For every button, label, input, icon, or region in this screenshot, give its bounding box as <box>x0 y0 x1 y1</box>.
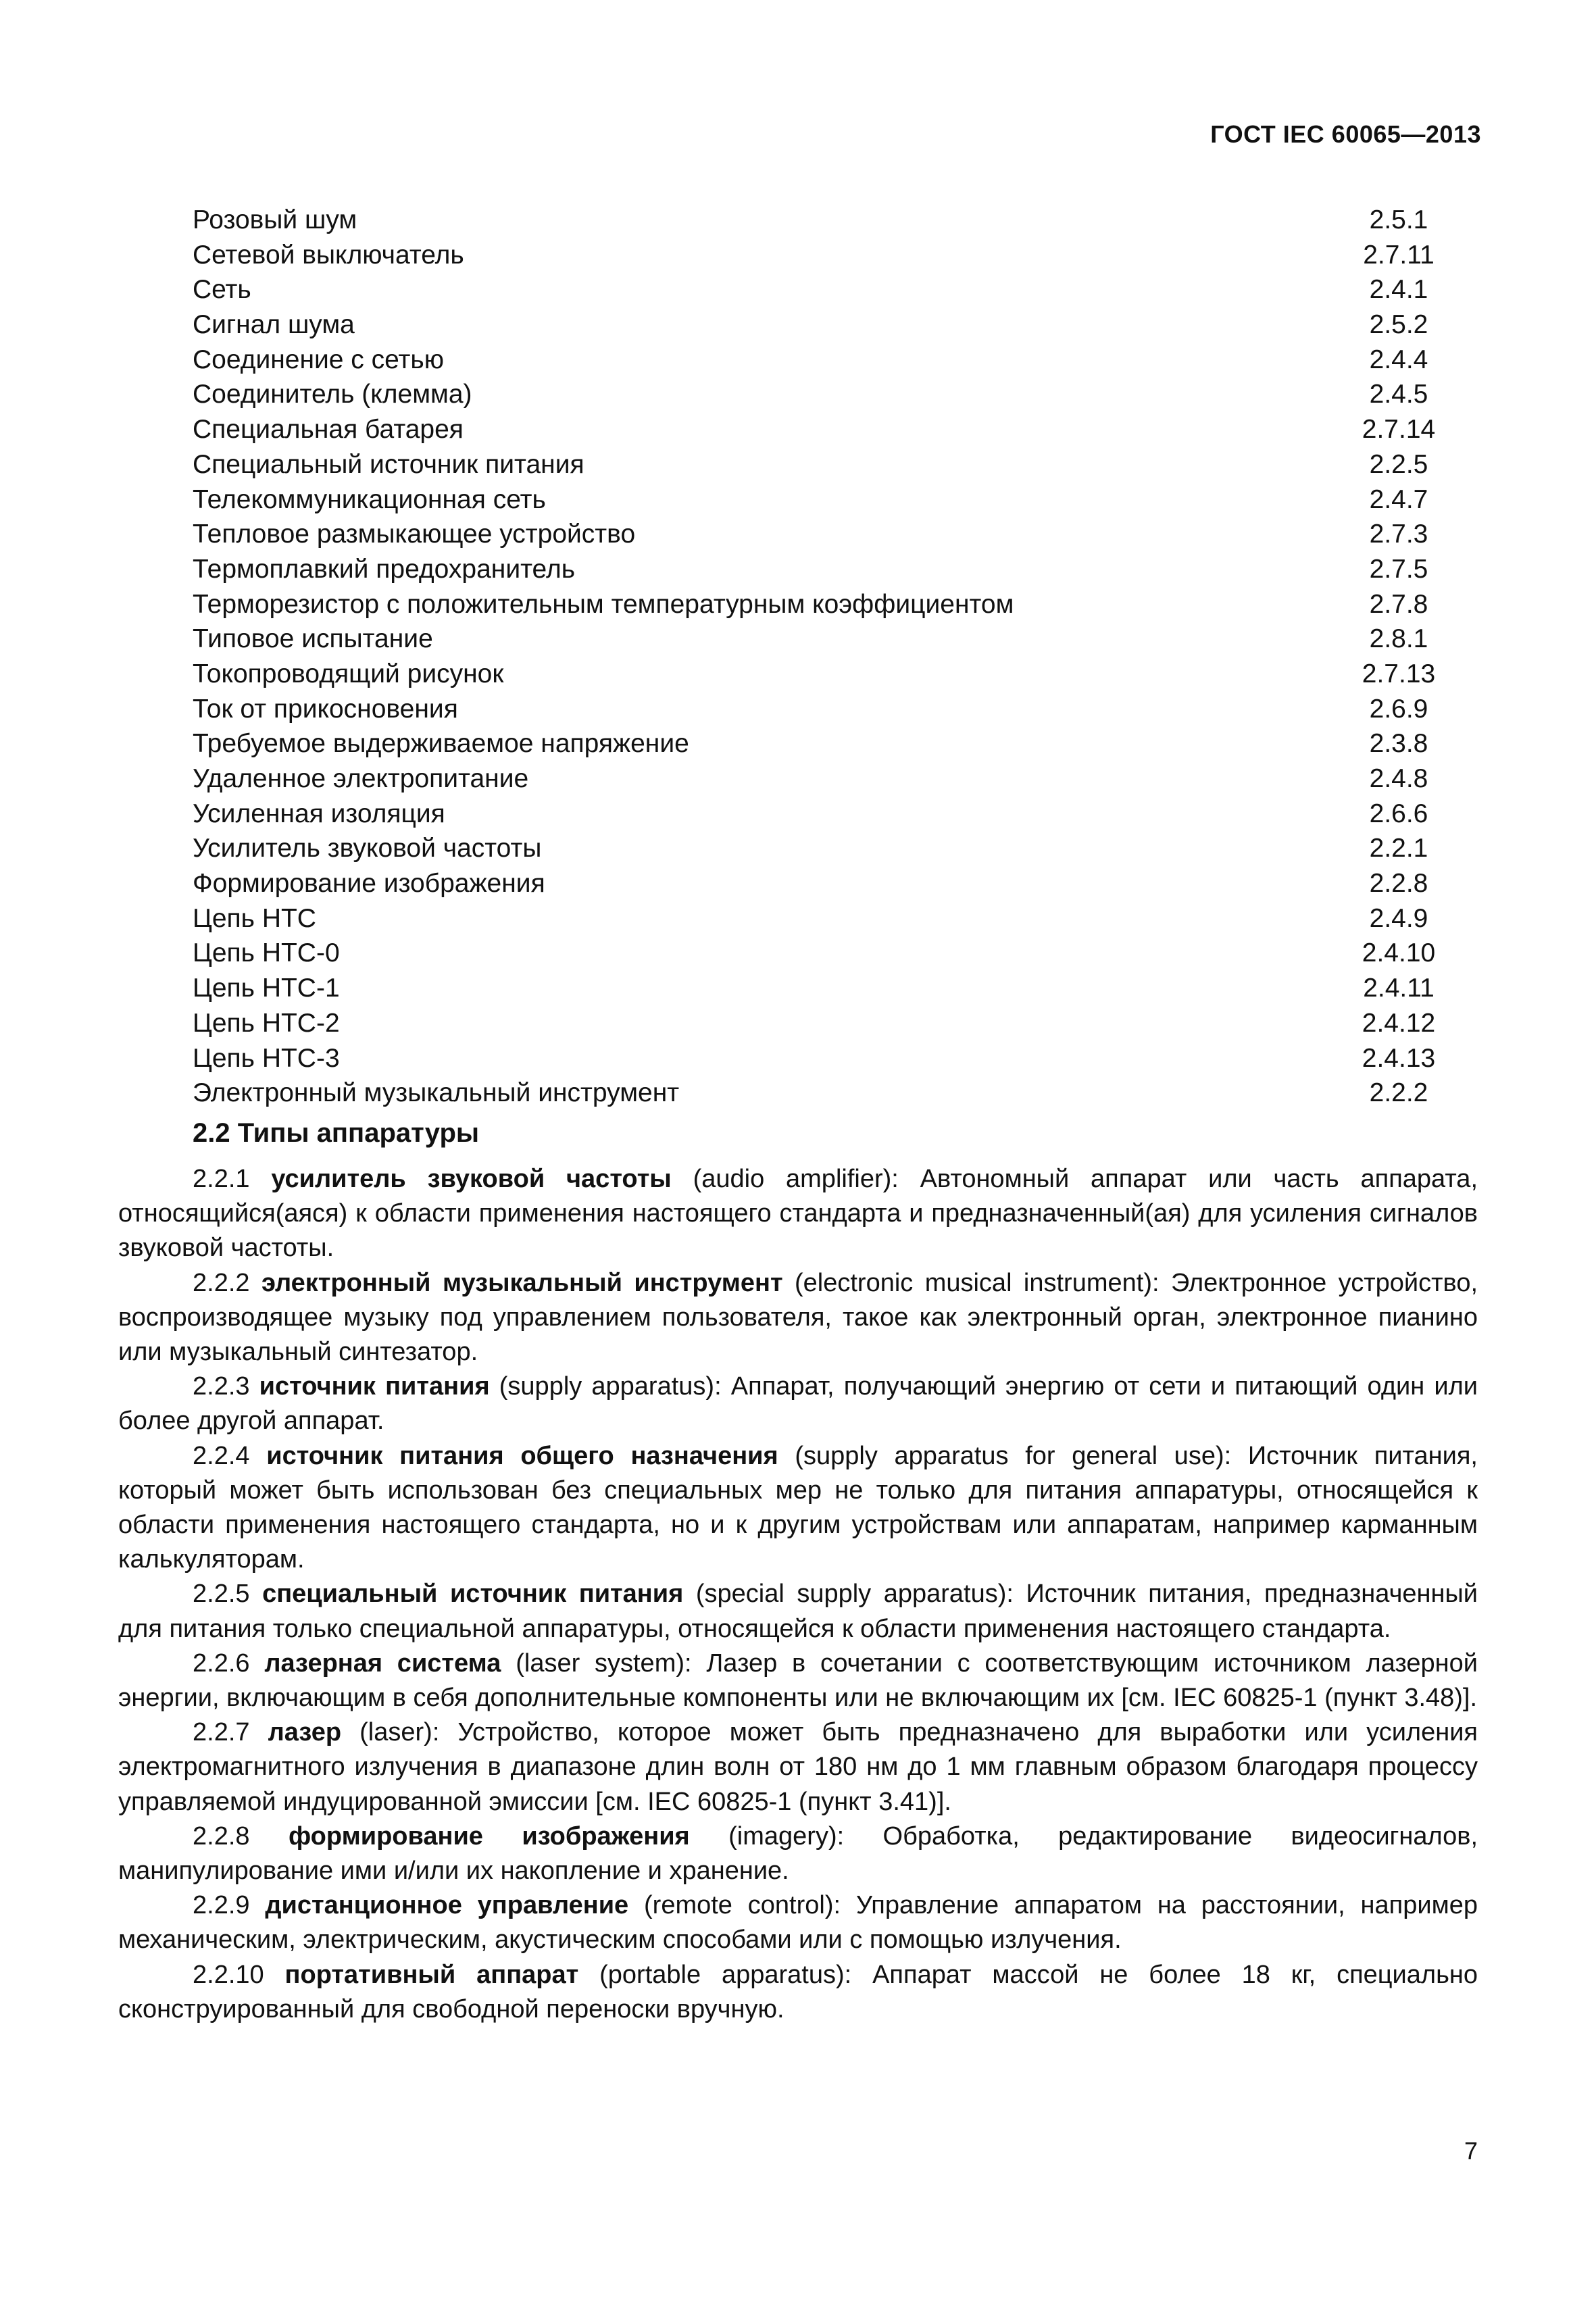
index-ref: 2.5.1 <box>1369 205 1428 234</box>
section-heading: 2.2 Типы аппаратуры <box>193 1118 480 1148</box>
index-entry <box>193 901 1443 936</box>
index-entry <box>193 587 1443 622</box>
index-entry <box>193 831 1443 866</box>
index-ref: 2.6.6 <box>1369 799 1428 828</box>
definition-paragraph <box>118 1888 1478 1957</box>
index-term: Усиленная изоляция <box>193 799 445 828</box>
definition-term: электронный музыкальный инструмент <box>261 1268 783 1297</box>
definition-number: 2.2.2 <box>193 1268 250 1297</box>
index-entry <box>193 552 1443 587</box>
index-term: Телекоммуникационная сеть <box>193 484 546 514</box>
index-term: Термоплавкий предохранитель <box>193 554 576 584</box>
index-entry <box>193 482 1443 518</box>
index-ref: 2.8.1 <box>1369 624 1428 654</box>
definition-number: 2.2.8 <box>193 1821 250 1851</box>
index-entry <box>193 517 1443 552</box>
index-ref: 2.4.10 <box>1362 938 1436 968</box>
definition-text: (laser system): Лазер в сочетании с соответствующим источником лазерной энергии, включающим в себя дополнительные компоненты или не включающим их [см. IEC 60825-1 (пункт 3.48)]. <box>118 1649 1478 1713</box>
index-ref: 2.2.2 <box>1369 1078 1428 1108</box>
definition-term: источник питания общего назначения <box>266 1441 778 1470</box>
index-term: Цепь НТС-0 <box>193 938 340 968</box>
index-term: Цепь НТС-3 <box>193 1043 340 1073</box>
index-term: Токопроводящий рисунок <box>193 659 504 688</box>
index-term: Ток от прикосновения <box>193 694 458 724</box>
document-code: ГОСТ IEC 60065—2013 <box>1210 120 1481 148</box>
definition-number: 2.2.4 <box>193 1441 250 1470</box>
index-entry <box>193 447 1443 482</box>
definition-term: усилитель звуковой частоты <box>271 1165 672 1193</box>
index-term: Сигнал шума <box>193 310 355 340</box>
index-ref: 2.6.9 <box>1369 694 1428 724</box>
index-ref: 2.2.8 <box>1369 869 1428 899</box>
index-term: Удаленное электропитание <box>193 764 529 793</box>
index-ref: 2.7.13 <box>1362 659 1436 688</box>
definition-term: дистанционное управление <box>265 1891 629 1920</box>
index-term: Тепловое размыкающее устройство <box>193 520 636 549</box>
index-term: Специальная батарея <box>193 415 464 445</box>
index-term: Цепь НТС-2 <box>193 1008 340 1038</box>
definition-paragraph <box>118 1577 1478 1646</box>
definition-paragraph <box>118 1646 1478 1715</box>
index-entry <box>193 1041 1443 1076</box>
index-term: Типовое испытание <box>193 624 433 654</box>
index-ref: 2.4.1 <box>1369 275 1428 305</box>
index-ref: 2.3.8 <box>1369 729 1428 759</box>
index-entry <box>193 203 1443 238</box>
definition-text: (portable apparatus): Аппарат массой не более 18 кг, специально сконструированный для свободной переноски вручную. <box>118 1960 1478 2023</box>
definition-text: (supply apparatus): Аппарат, получающий энергию от сети и питающий один или более другой аппарат. <box>118 1372 1478 1436</box>
index-ref: 2.7.14 <box>1362 415 1436 445</box>
index-ref: 2.5.2 <box>1369 310 1428 340</box>
index-entry <box>193 692 1443 727</box>
definition-text: (imagery): Обработка, редактирование видеосигналов, манипулирование ими и/или их накопление и хранение. <box>118 1821 1478 1886</box>
index-ref: 2.4.4 <box>1369 345 1428 374</box>
index-term: Электронный музыкальный инструмент <box>193 1078 680 1108</box>
page-number: 7 <box>1464 2137 1478 2165</box>
index-ref: 2.7.5 <box>1369 554 1428 584</box>
index-entry <box>193 797 1443 832</box>
index-term: Соединение с сетью <box>193 345 444 374</box>
index-term: Цепь НТС <box>193 903 316 933</box>
index-ref: 2.4.11 <box>1363 974 1435 1003</box>
definition-term: источник питания <box>259 1372 490 1401</box>
definition-text: (special supply apparatus): Источник питания, предназначенный для питания только специальной аппаратуры, относящейся к области применения настоящего стандарта. <box>118 1580 1478 1643</box>
index-term: Цепь НТС-1 <box>193 974 340 1003</box>
index-ref: 2.2.1 <box>1369 834 1428 863</box>
index-entry <box>193 971 1443 1006</box>
index-term: Соединитель (клемма) <box>193 380 472 409</box>
index-entry <box>193 272 1443 307</box>
definition-number: 2.2.10 <box>193 1960 264 1989</box>
definition-text: (remote control): Управление аппаратом на расстоянии, например механическим, электрическим, акустическим способами или с помощью излучения. <box>118 1891 1478 1955</box>
index-entry <box>193 622 1443 657</box>
index-entry <box>193 726 1443 761</box>
definition-number: 2.2.5 <box>193 1580 250 1609</box>
index-entry <box>193 377 1443 412</box>
definition-paragraph <box>118 1439 1478 1578</box>
term-index-list <box>193 203 1443 1111</box>
definition-paragraph <box>118 1819 1478 1888</box>
definition-term: портативный аппарат <box>284 1960 579 1989</box>
index-term: Усилитель звуковой частоты <box>193 834 542 863</box>
index-term: Терморезистор с положительным температурным коэффициентом <box>193 589 1014 619</box>
definition-text: (supply apparatus for general use): Источник питания, который может быть использован без специальных мер не только для питания аппаратуры, относящейся к области применения настоящего стандарта, но и к другим устройствам или аппаратам, например карманным калькуляторам. <box>118 1441 1478 1574</box>
definition-paragraph <box>118 1715 1478 1819</box>
index-entry <box>193 238 1443 273</box>
definition-term: специальный источник питания <box>262 1580 684 1609</box>
index-entry <box>193 1076 1443 1111</box>
definition-paragraph <box>118 1958 1478 2027</box>
index-entry <box>193 412 1443 447</box>
index-entry <box>193 343 1443 378</box>
index-term: Сеть <box>193 275 251 305</box>
index-ref: 2.7.8 <box>1369 589 1428 619</box>
index-ref: 2.4.13 <box>1362 1043 1436 1073</box>
definitions-body <box>118 1162 1478 2027</box>
index-entry <box>193 657 1443 692</box>
definition-number: 2.2.1 <box>193 1165 250 1193</box>
definition-paragraph <box>118 1266 1478 1370</box>
index-entry <box>193 307 1443 343</box>
definition-number: 2.2.7 <box>193 1718 250 1747</box>
definition-paragraph <box>118 1369 1478 1438</box>
definition-number: 2.2.9 <box>193 1891 250 1920</box>
definition-number: 2.2.3 <box>193 1372 250 1401</box>
index-ref: 2.7.3 <box>1369 520 1428 549</box>
index-entry <box>193 866 1443 901</box>
definition-text: (audio amplifier): Автономный аппарат или часть аппарата, относящийся(аяся) к области применения настоящего стандарта и предназначенный(ая) для усиления сигналов звуковой частоты. <box>118 1165 1478 1263</box>
index-entry <box>193 761 1443 797</box>
index-ref: 2.7.11 <box>1363 240 1435 270</box>
index-entry <box>193 1006 1443 1041</box>
index-term: Сетевой выключатель <box>193 240 464 270</box>
index-ref: 2.4.5 <box>1369 380 1428 409</box>
index-term: Розовый шум <box>193 205 357 234</box>
definition-number: 2.2.6 <box>193 1649 250 1678</box>
index-ref: 2.4.8 <box>1369 764 1428 793</box>
index-term: Требуемое выдерживаемое напряжение <box>193 729 689 759</box>
definition-term: лазерная система <box>264 1649 501 1678</box>
index-term: Формирование изображения <box>193 869 545 899</box>
definition-term: лазер <box>268 1718 342 1747</box>
index-entry <box>193 936 1443 971</box>
index-ref: 2.2.5 <box>1369 449 1428 479</box>
index-term: Специальный источник питания <box>193 449 584 479</box>
definition-text: (electronic musical instrument): Электронное устройство, воспроизводящее музыку под управлением пользователя, такое как электронный орган, электронное пианино или музыкальный синтезатор. <box>118 1268 1478 1367</box>
definition-term: формирование изображения <box>288 1821 690 1851</box>
definition-paragraph <box>118 1162 1478 1266</box>
definition-text: (laser): Устройство, которое может быть предназначено для выработки или усиления электромагнитного излучения в диапазоне длин волн от 180 нм до 1 мм главным образом благодаря процессу управляемой индуцированной эмиссии [см. IEC 60825-1 (пункт 3.41)]. <box>118 1718 1478 1816</box>
index-ref: 2.4.7 <box>1369 484 1428 514</box>
index-ref: 2.4.12 <box>1362 1008 1436 1038</box>
index-ref: 2.4.9 <box>1369 903 1428 933</box>
